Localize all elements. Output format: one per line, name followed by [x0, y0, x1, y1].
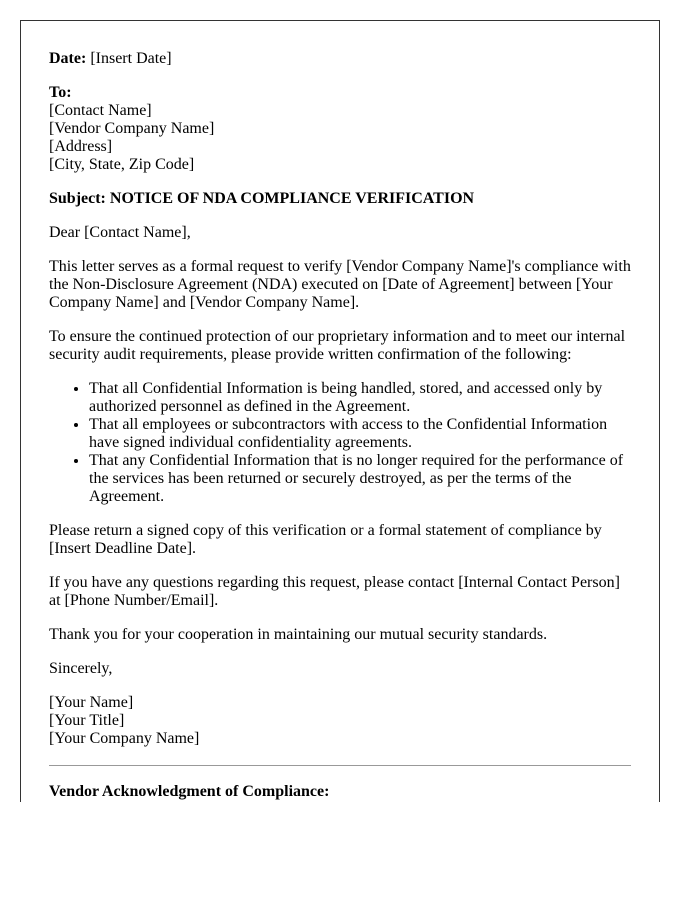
signature-block [49, 694, 631, 748]
contact-paragraph: If you have any questions regarding this request, please contact [Internal Contact Person] at [Phone Number/Email]. [49, 574, 620, 609]
subject-label: Subject: [49, 190, 106, 207]
acknowledgment-title: Vendor Acknowledgment of Compliance: [49, 783, 330, 800]
recipient-block [49, 84, 631, 174]
subject-line [49, 190, 631, 208]
letter-page [20, 20, 660, 802]
request-paragraph: To ensure the continued protection of our proprietary information and to meet our internal security audit requirements, please provide written confirmation of the following: [49, 328, 626, 363]
signature-company: [Your Company Name] [49, 730, 200, 747]
recipient-contact-name: [Contact Name] [49, 102, 152, 119]
requirement-item: • That any Confidential Information that is no longer required for the performance of the services has been returned or securely destroyed, as per the terms of the Agreement. [89, 452, 631, 506]
date-line [49, 50, 631, 68]
thanks-paragraph: Thank you for your cooperation in maintaining our mutual security standards. [49, 626, 548, 643]
requirements-list [49, 380, 631, 506]
recipient-address: [Address] [49, 138, 113, 155]
requirement-item: • That all Confidential Information is being handled, stored, and accessed only by authorized personnel as defined in the Agreement. [89, 380, 631, 416]
recipient-company-name: [Vendor Company Name] [49, 120, 215, 137]
date-label: Date: [49, 50, 87, 67]
requirement-item: • That all employees or subcontractors with access to the Confidential Information have signed individual confidentiality agreements. [89, 416, 631, 452]
deadline-paragraph: Please return a signed copy of this verification or a formal statement of compliance by [Insert Deadline Date]. [49, 522, 602, 557]
salutation: Dear [Contact Name], [49, 224, 191, 241]
signature-title: [Your Title] [49, 712, 125, 729]
section-divider [49, 765, 631, 766]
recipient-city-state-zip: [City, State, Zip Code] [49, 156, 195, 173]
recipient-label: To: [49, 84, 72, 101]
intro-paragraph: This letter serves as a formal request to verify [Vendor Company Name]'s compliance with the Non-Disclosure Agreement (NDA) executed on [Date of Agreement] between [Your Company Name] and [Vendor Company Name]. [49, 258, 631, 311]
date-value: [Insert Date] [90, 50, 172, 67]
sign-off: Sincerely, [49, 660, 113, 677]
signature-name: [Your Name] [49, 694, 134, 711]
subject-value: NOTICE OF NDA COMPLIANCE VERIFICATION [109, 190, 475, 207]
